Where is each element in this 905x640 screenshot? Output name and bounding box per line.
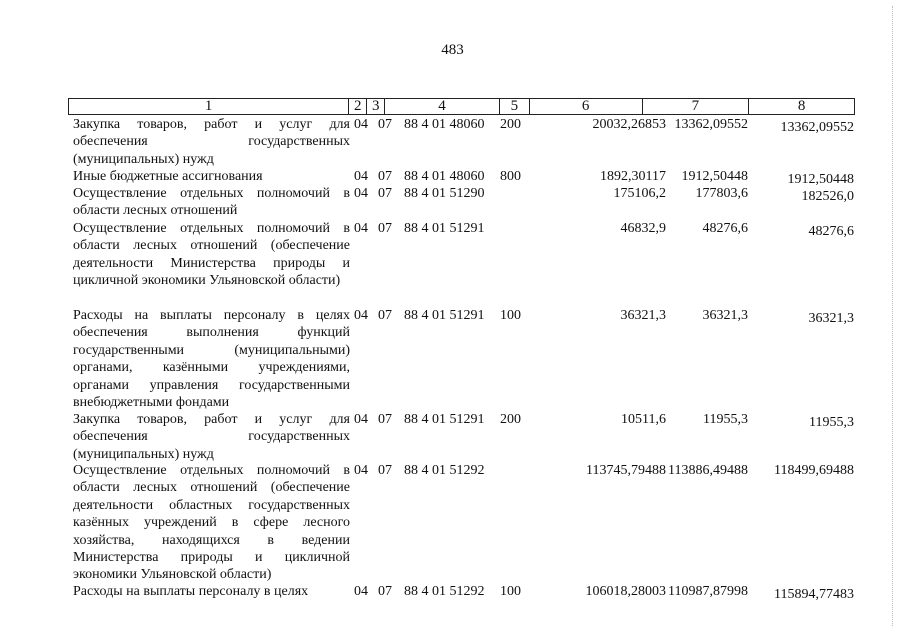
row-value-8: 36321,3 xyxy=(808,311,854,326)
page-number: 483 xyxy=(441,42,464,58)
row-value-6: 36321,3 xyxy=(620,308,666,323)
row-section: 04 xyxy=(354,412,368,427)
row-value-6: 1892,30117 xyxy=(600,169,666,184)
row-code: 88 4 01 51291 xyxy=(404,221,485,236)
row-type: 200 xyxy=(500,117,521,132)
row-value-6: 175106,2 xyxy=(613,186,666,201)
row-value-6: 10511,6 xyxy=(621,412,666,427)
row-value-8: 115894,77483 xyxy=(774,587,854,602)
row-value-8: 13362,09552 xyxy=(780,120,854,135)
row-code: 88 4 01 51290 xyxy=(404,186,485,201)
row-name: Закупка товаров, работ и услуг для обеспечения государственных (муниципальных) нужд xyxy=(73,117,350,167)
header-col-8: 8 xyxy=(797,98,806,114)
row-code: 88 4 01 48060 xyxy=(404,117,485,132)
row-name: Расходы на выплаты персоналу в целях обеспечения выполнения функций государственными (муниципальными) органами, казёнными учреждениями, органами управления государственными внебюджетными фондами xyxy=(73,308,350,411)
row-value-8: 48276,6 xyxy=(808,224,854,239)
header-col-6: 6 xyxy=(530,99,643,114)
row-value-7: 36321,3 xyxy=(702,308,748,323)
row-subsection: 07 xyxy=(378,584,392,599)
row-section: 04 xyxy=(354,169,368,184)
row-type: 100 xyxy=(500,584,521,599)
row-code: 88 4 01 48060 xyxy=(404,169,485,184)
page-edge-line xyxy=(891,6,893,626)
row-value-7: 13362,09552 xyxy=(674,117,748,132)
row-value-8: 182526,0 xyxy=(801,189,854,204)
row-section: 04 xyxy=(354,186,368,201)
row-value-7: 48276,6 xyxy=(702,221,748,236)
row-name: Расходы на выплаты персоналу в целях xyxy=(73,584,309,599)
header-col-2: 2 xyxy=(349,99,367,114)
row-section: 04 xyxy=(354,584,368,599)
row-value-7: 110987,87998 xyxy=(668,584,748,599)
row-code: 88 4 01 51291 xyxy=(404,412,485,427)
header-col-3: 3 xyxy=(367,99,385,114)
row-name: Осуществление отдельных полномочий в области лесных отношений xyxy=(73,186,350,219)
row-section: 04 xyxy=(354,117,368,132)
row-subsection: 07 xyxy=(378,308,392,323)
header-col-1: 1 xyxy=(69,99,349,114)
row-value-7: 11955,3 xyxy=(703,412,748,427)
row-subsection: 07 xyxy=(378,117,392,132)
row-value-8: 118499,69488 xyxy=(774,463,854,478)
row-value-7: 113886,49488 xyxy=(668,463,748,478)
header-col-4: 4 xyxy=(385,99,500,114)
row-subsection: 07 xyxy=(378,186,392,201)
row-subsection: 07 xyxy=(378,169,392,184)
row-type: 800 xyxy=(500,169,521,184)
row-name: Осуществление отдельных полномочий в области лесных отношений (обеспечение деятельности областных государственных казённых учреждений в сфере лесного хозяйства, находящихся в ведении Министерства природы и цикличной экономики Ульяновской области) xyxy=(73,463,350,583)
row-type: 100 xyxy=(500,308,521,323)
row-value-7: 177803,6 xyxy=(695,186,748,201)
row-name: Иные бюджетные ассигнования xyxy=(73,169,263,184)
row-subsection: 07 xyxy=(378,463,392,478)
header-col-5: 5 xyxy=(500,99,530,114)
table-header xyxy=(68,98,855,115)
row-value-6: 106018,28003 xyxy=(585,584,666,599)
row-value-6: 113745,79488 xyxy=(586,463,666,478)
row-value-6: 46832,9 xyxy=(620,221,666,236)
row-value-8: 1912,50448 xyxy=(787,172,854,187)
header-col-7: 7 xyxy=(643,99,750,114)
row-value-7: 1912,50448 xyxy=(681,169,748,184)
row-name: Осуществление отдельных полномочий в области лесных отношений (обеспечение деятельности Министерства природы и цикличной экономики Ульяновской области) xyxy=(73,221,350,289)
row-code: 88 4 01 51292 xyxy=(404,584,485,599)
row-value-6: 20032,26853 xyxy=(592,117,666,132)
row-value-8: 11955,3 xyxy=(809,415,854,430)
row-section: 04 xyxy=(354,221,368,236)
row-code: 88 4 01 51291 xyxy=(404,308,485,323)
row-section: 04 xyxy=(354,463,368,478)
row-code: 88 4 01 51292 xyxy=(404,463,485,478)
row-name: Закупка товаров, работ и услуг для обеспечения государственных (муниципальных) нужд xyxy=(73,412,350,462)
row-subsection: 07 xyxy=(378,221,392,236)
row-section: 04 xyxy=(354,308,368,323)
row-type: 200 xyxy=(500,412,521,427)
row-subsection: 07 xyxy=(378,412,392,427)
